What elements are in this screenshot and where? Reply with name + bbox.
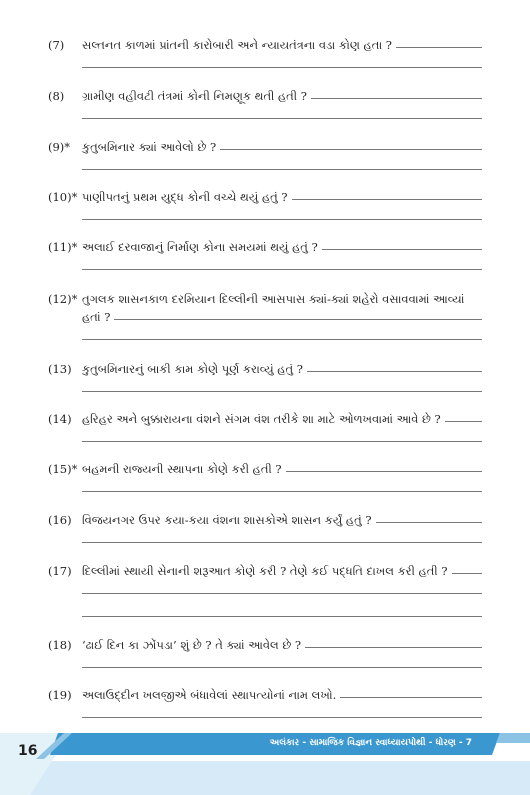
question-16 <box>48 511 482 529</box>
question-text: હરિહર અને બુક્કારાયના વંશને સંગમ વંશ તરીકે શા માટે ઓળખવામાં આવે છે ? <box>82 412 441 426</box>
question-number: (13) <box>48 362 72 376</box>
question-15 <box>48 460 482 478</box>
question-9 <box>48 138 482 156</box>
question-number: (11)* <box>48 240 78 254</box>
page-number: 16 <box>18 743 38 759</box>
question-18 <box>48 636 482 654</box>
question-text: બહમની રાજ્યની સ્થાપના કોણે કરી હતી ? <box>82 462 282 476</box>
question-number: (9)* <box>48 140 71 154</box>
answer-line <box>286 471 482 472</box>
answer-line <box>220 149 482 150</box>
question-text: તુગલક શાસનકાળ દરમિયાન દિલ્લીની આસપાસ ક્યાં-ક્યાં શહેરો વસાવવામાં આવ્યાં <box>82 292 465 306</box>
answer-line <box>305 647 482 648</box>
answer-line <box>452 573 483 574</box>
answer-line <box>82 269 482 270</box>
answer-line <box>82 67 482 68</box>
question-text: કુતુબમિનાર ક્યાં આવેલો છે ? <box>82 140 217 154</box>
answer-line <box>376 522 482 523</box>
question-text: વિજયનગર ઉપર કયા-કયા વંશના શાસકોએ શાસન કર્યું હતું ? <box>82 513 372 527</box>
answer-line <box>340 697 482 698</box>
question-13 <box>48 360 482 378</box>
footer-book-title: અલંકાર - સામાજિક વિજ્ઞાન સ્વાધ્યાયપોથી - ધોરણ - 7 <box>269 738 472 748</box>
question-number: (16) <box>48 513 72 527</box>
question-text: સલ્તનત કાળમાં પ્રાંતની કારોબારી અને ન્યાયતંત્રના વડા કોણ હતા ? <box>82 38 392 52</box>
question-number: (17) <box>48 564 72 578</box>
answer-line <box>292 199 482 200</box>
answer-line <box>82 542 482 543</box>
answer-line <box>82 391 482 392</box>
question-text: કુતુબમિનારનું બાકી કામ કોણે પૂર્ણ કરાવ્યું હતું ? <box>82 362 303 376</box>
answer-line <box>396 47 482 48</box>
question-text: અલાઉદ્દીન ખલજીએ બંધાવેલાં સ્થાપત્યોનાં નામ લખો. <box>82 688 337 702</box>
question-11 <box>48 238 482 256</box>
question-text: પાણીપતનું પ્રથમ યુદ્ધ કોની વચ્ચે થયું હતું ? <box>82 190 288 204</box>
question-number: (15)* <box>48 462 78 476</box>
answer-line <box>82 118 482 119</box>
answer-line <box>445 421 482 422</box>
answer-line <box>322 249 482 250</box>
answer-line <box>311 98 482 99</box>
question-text-continued: હતાં ? <box>82 310 111 324</box>
answer-line <box>82 169 482 170</box>
question-10 <box>48 188 482 206</box>
question-7 <box>48 36 482 54</box>
answer-line <box>82 593 482 594</box>
answer-line <box>114 319 482 320</box>
question-8 <box>48 87 482 105</box>
question-text: ‘ઢાઈ દિન કા ઝોંપડા’ શું છે ? તે ક્યાં આવેલ છે ? <box>82 638 302 652</box>
question-number: (12)* <box>48 292 78 306</box>
page-footer <box>0 733 530 795</box>
question-text: દિલ્લીમાં સ્થાયી સેનાની શરૂઆત કોણે કરી ? તેણે કઈ પદ્ધતિ દાખલ કરી હતી ? <box>82 564 448 578</box>
question-19 <box>48 686 482 704</box>
question-number: (10)* <box>48 190 78 204</box>
question-number: (14) <box>48 412 72 426</box>
answer-line <box>307 371 482 372</box>
question-text: અલાઈ દરવાજાનું નિર્માણ કોના સમયમાં થયું હતું ? <box>82 240 318 254</box>
question-text: ગ્રામીણ વહીવટી તંત્રમાં કોની નિમણૂક થતી હતી ? <box>82 89 307 103</box>
answer-line <box>82 339 482 340</box>
question-17 <box>48 562 482 580</box>
question-number: (18) <box>48 638 72 652</box>
answer-line <box>82 219 482 220</box>
answer-line <box>82 491 482 492</box>
question-14 <box>48 410 482 428</box>
question-12 <box>48 290 482 326</box>
question-number: (7) <box>48 38 65 52</box>
answer-line <box>82 441 482 442</box>
question-number: (8) <box>48 89 65 103</box>
answer-line <box>82 616 482 617</box>
answer-line <box>82 717 482 718</box>
answer-line <box>82 667 482 668</box>
question-number: (19) <box>48 688 72 702</box>
